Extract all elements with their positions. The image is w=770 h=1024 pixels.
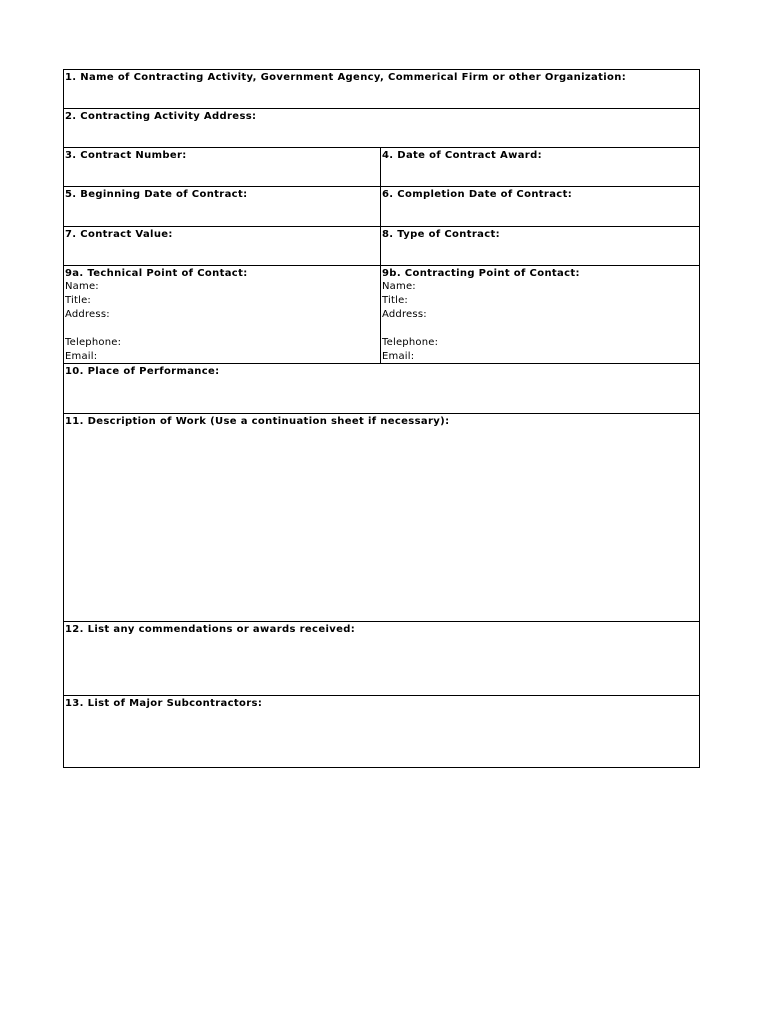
row-commendations	[64, 622, 699, 696]
row-description-of-work	[64, 414, 699, 622]
contracting-contact-label: 9b. Contracting Point of Contact:	[382, 268, 580, 279]
description-of-work-cell[interactable]	[64, 414, 699, 621]
contract-type-cell[interactable]	[381, 227, 699, 265]
technical-contact-address-label: Address:	[65, 309, 110, 320]
description-of-work-label: 11. Description of Work (Use a continuation sheet if necessary):	[65, 416, 450, 427]
technical-contact-title-label: Title:	[65, 295, 91, 306]
beginning-date-label: 5. Beginning Date of Contract:	[65, 189, 248, 200]
technical-contact-name-label: Name:	[65, 281, 99, 292]
commendations-label: 12. List any commendations or awards received:	[65, 624, 356, 635]
contract-type-label: 8. Type of Contract:	[382, 229, 501, 240]
technical-contact-cell[interactable]	[64, 266, 381, 363]
contracting-contact-title-label: Title:	[382, 295, 408, 306]
activity-address-label: 2. Contracting Activity Address:	[65, 111, 257, 122]
award-date-cell[interactable]	[381, 148, 699, 186]
row-organization-name	[64, 70, 699, 109]
technical-contact-email-label: Email:	[65, 351, 98, 362]
row-contract-number-award	[64, 148, 699, 187]
row-contract-dates	[64, 187, 699, 227]
contract-number-label: 3. Contract Number:	[65, 150, 187, 161]
contract-value-label: 7. Contract Value:	[65, 229, 173, 240]
organization-name-cell[interactable]	[64, 70, 699, 108]
contract-value-cell[interactable]	[64, 227, 381, 265]
row-contract-value-type	[64, 227, 699, 266]
commendations-cell[interactable]	[64, 622, 699, 695]
organization-name-label: 1. Name of Contracting Activity, Government Agency, Commerical Firm or other Organization:	[65, 72, 627, 83]
contracting-contact-name-label: Name:	[382, 281, 416, 292]
place-of-performance-cell[interactable]	[64, 364, 699, 413]
row-subcontractors	[64, 696, 699, 767]
contracting-contact-address-label: Address:	[382, 309, 427, 320]
subcontractors-cell[interactable]	[64, 696, 699, 767]
subcontractors-label: 13. List of Major Subcontractors:	[65, 698, 263, 709]
row-activity-address	[64, 109, 699, 148]
contracting-contact-email-label: Email:	[382, 351, 415, 362]
award-date-label: 4. Date of Contract Award:	[382, 150, 542, 161]
completion-date-label: 6. Completion Date of Contract:	[382, 189, 573, 200]
completion-date-cell[interactable]	[381, 187, 699, 226]
place-of-performance-label: 10. Place of Performance:	[65, 366, 220, 377]
row-points-of-contact	[64, 266, 699, 364]
contracting-contact-telephone-label: Telephone:	[382, 337, 439, 348]
row-place-of-performance	[64, 364, 699, 414]
contract-reference-form	[63, 69, 700, 768]
contract-number-cell[interactable]	[64, 148, 381, 186]
beginning-date-cell[interactable]	[64, 187, 381, 226]
contracting-contact-cell[interactable]	[381, 266, 699, 363]
activity-address-cell[interactable]	[64, 109, 699, 147]
technical-contact-label: 9a. Technical Point of Contact:	[65, 268, 248, 279]
technical-contact-telephone-label: Telephone:	[65, 337, 122, 348]
